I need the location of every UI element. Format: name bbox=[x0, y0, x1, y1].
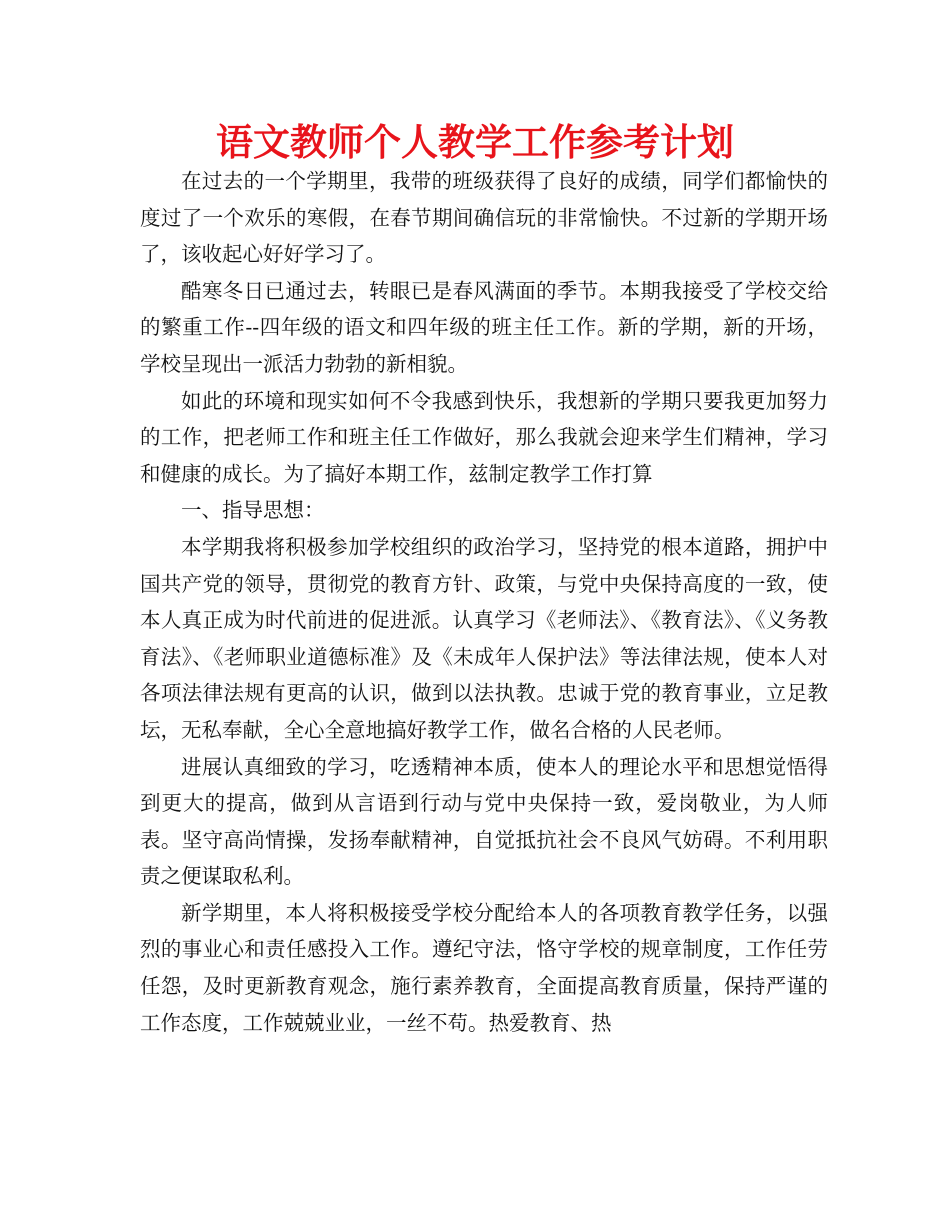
paragraph-5: 进展认真细致的学习，吃透精神本质，使本人的理论水平和思想觉悟得到更大的提高，做到从言语到行动与党中央保持一致，爱岗敬业，为人师表。坚守高尚情操，发扬奉献精神，自觉抵抗社会不良风气妨碍。不利用职责之便谋取私利。 bbox=[140, 754, 828, 889]
paragraph-4: 本学期我将积极参加学校组织的政治学习，坚持党的根本道路，拥护中国共产党的领导，贯彻党的教育方针、政策，与党中央保持高度的一致，使本人真正成为时代前进的促进派。认真学习《老师法》、《教育法》、《义务教育法》、《老师职业道德标准》及《未成年人保护法》等法律法规，使本人对各项法律法规有更高的认识，做到以法执教。忠诚于党的教育事业，立足教坛，无私奉献，全心全意地搞好教学工作，做名合格的人民老师。 bbox=[140, 534, 828, 742]
paragraph-3: 如此的环境和现实如何不令我感到快乐，我想新的学期只要我更加努力的工作，把老师工作和班主任工作做好，那么我就会迎来学生们精神，学习和健康的成长。为了搞好本期工作，兹制定教学工作打算 bbox=[140, 388, 828, 486]
document-body bbox=[140, 163, 828, 1041]
paragraph-6: 新学期里，本人将积极接受学校分配给本人的各项教育教学任务，以强烈的事业心和责任感投入工作。遵纪守法，恪守学校的规章制度，工作任劳任怨，及时更新教育观念，施行素养教育，全面提高教育质量，保持严谨的工作态度，工作兢兢业业，一丝不苟。热爱教育、热 bbox=[140, 900, 828, 1035]
paragraph-2: 酷寒冬日已通过去，转眼已是春风满面的季节。本期我接受了学校交给的繁重工作--四年级的语文和四年级的班主任工作。新的学期，新的开场，学校呈现出一派活力勃勃的新相貌。 bbox=[140, 278, 828, 376]
section-heading-guiding-thought: 一、指导思想： bbox=[181, 498, 325, 523]
paragraph-1: 在过去的一个学期里，我带的班级获得了良好的成绩，同学们都愉快的度过了一个欢乐的寒假，在春节期间确信玩的非常愉快。不过新的学期开场了，该收起心好好学习了。 bbox=[140, 169, 828, 267]
document-title: 语文教师个人教学工作参考计划 bbox=[216, 121, 734, 164]
